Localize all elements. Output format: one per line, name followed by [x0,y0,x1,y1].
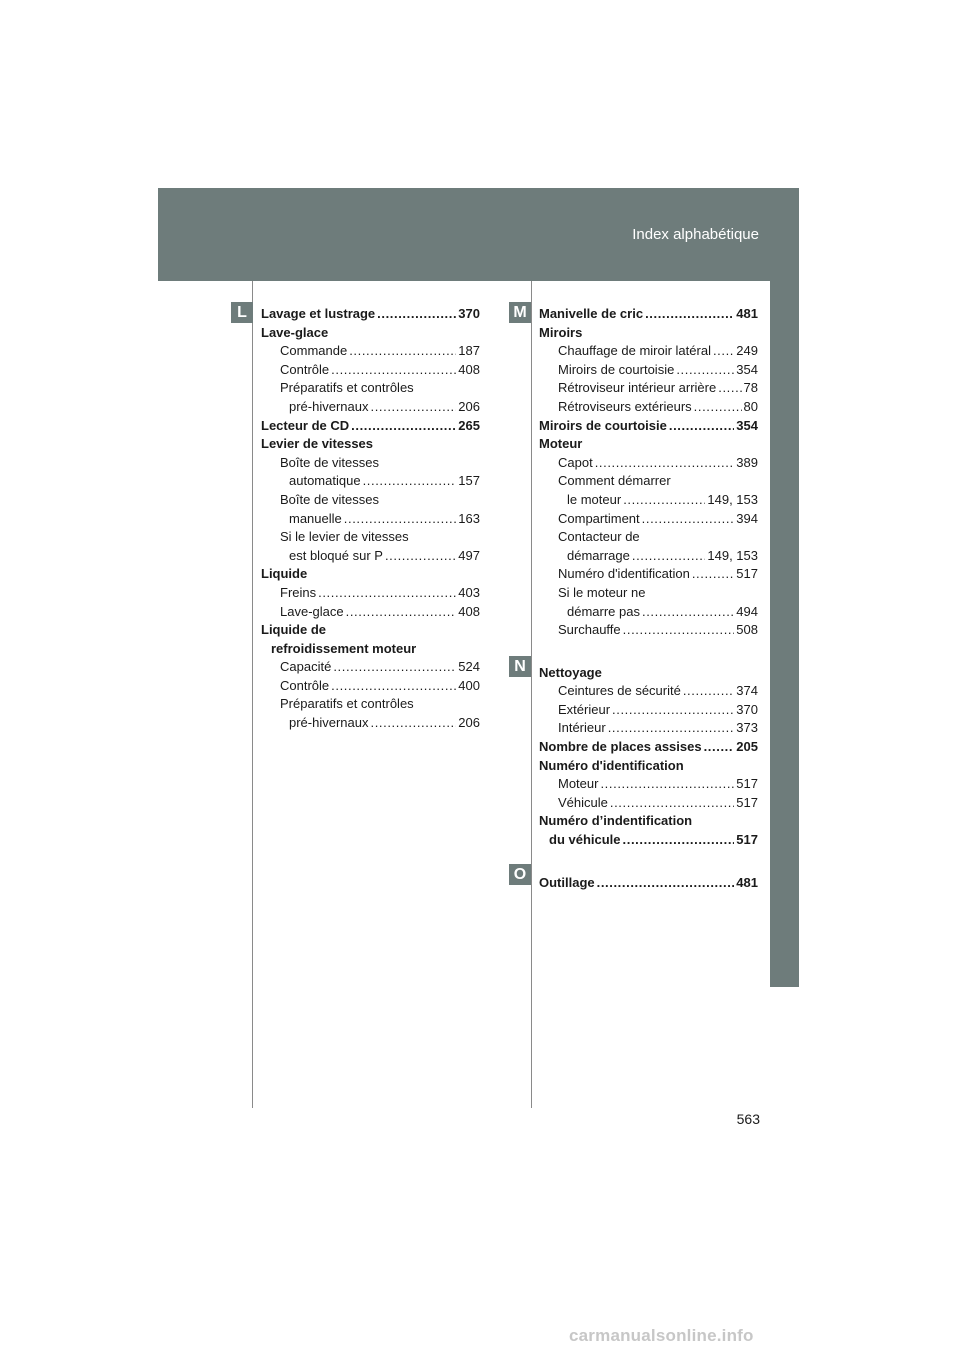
entry-text: Outillage [539,874,595,890]
leader-dots [610,794,734,813]
entry-page: 157 [458,473,480,489]
entry-text: Boîte de vitesses [280,454,379,470]
leader-dots [333,658,456,677]
leader-dots [676,361,734,380]
entry-text: Nettoyage [539,664,602,680]
entry-page: 265 [458,417,480,433]
index-subentry [539,528,758,547]
entry-text: Lave-glace [280,603,344,619]
index-subentry[interactable] [539,379,758,398]
entry-text: le moteur [567,491,622,507]
index-column-mno [539,305,758,892]
entry-text: Miroirs de courtoisie [539,417,667,433]
entry-text: Capacité [280,659,332,675]
entry-page: 394 [736,510,758,526]
index-entry[interactable] [539,738,758,757]
entry-page: 249 [736,343,758,359]
index-entry [539,757,758,776]
index-subentry [261,695,480,714]
entry-page: 374 [736,683,758,699]
leader-dots [642,510,735,529]
entry-text: Liquide de [261,622,326,638]
leader-dots [385,547,456,566]
entry-page: 370 [458,306,480,321]
leader-dots [623,621,735,640]
index-subentry-continued[interactable] [261,398,480,417]
index-subentry-continued[interactable] [261,714,480,733]
entry-text: Commande [280,343,348,359]
entry-page: 354 [736,417,758,433]
index-subentry[interactable] [539,701,758,720]
entry-text: Comment démarrer [558,473,671,489]
entry-page: 149, 153 [707,491,758,507]
entry-page: 508 [736,622,758,638]
section-gap [539,850,758,874]
entry-page: 373 [736,720,758,736]
entry-text: Ceintures de sécurité [558,683,681,699]
index-subentry[interactable] [261,603,480,622]
index-subentry[interactable] [539,454,758,473]
leader-dots [331,677,456,696]
index-subentry [261,379,480,398]
leader-dots [363,472,457,491]
header-band [158,188,799,281]
leader-dots [694,398,742,417]
leader-dots [645,305,734,324]
entry-text: automatique [289,473,361,489]
entry-page: 206 [458,715,480,731]
entry-page: 389 [736,454,758,470]
entry-page: 206 [458,398,480,414]
entry-text: Extérieur [558,701,611,717]
index-subentry-continued[interactable] [539,547,758,566]
index-entry[interactable] [261,305,480,324]
entry-text: Miroirs de courtoisie [558,361,675,377]
entry-text: pré-hivernaux [289,715,369,731]
entry-page: 163 [458,510,480,526]
entry-text: Nombre de places assises [539,739,702,755]
entry-page: 494 [736,603,758,619]
entry-text: Contrôle [280,361,330,377]
page-number: 563 [736,1111,760,1127]
index-entry[interactable] [261,417,480,436]
entry-text: Lave-glace [261,324,329,340]
index-entry [539,664,758,683]
entry-text: Freins [280,584,317,600]
entry-text: Surchauffe [558,622,621,638]
entry-text: Boîte de vitesses [280,491,379,507]
entry-page: 517 [736,794,758,810]
section-title: Index alphabétique [632,226,759,243]
leader-dots [318,584,456,603]
index-subentry-continued[interactable] [261,510,480,529]
index-subentry[interactable] [539,621,758,640]
index-subentry[interactable] [539,565,758,584]
entry-text: démarrage [567,547,630,563]
index-subentry [539,584,758,603]
index-entry-continued [261,640,480,659]
leader-dots [595,454,735,473]
leader-dots [349,342,456,361]
entry-text: pré-hivernaux [289,398,369,414]
leader-dots [600,775,734,794]
entry-page: 80 [743,398,758,414]
index-entry [539,812,758,831]
watermark: carmanualsonline.info [569,1326,754,1345]
entry-page: 517 [736,566,758,582]
index-subentry [261,528,480,547]
index-subentry[interactable] [261,361,480,380]
index-subentry[interactable] [261,342,480,361]
index-entry [539,435,758,454]
entry-page: 149, 153 [707,547,758,563]
index-entry [261,621,480,640]
index-entry-continued[interactable] [539,831,758,850]
index-subentry[interactable] [539,361,758,380]
letter-badge-o: O [509,864,531,885]
letter-badge-n: N [509,656,531,677]
entry-text: Préparatifs et contrôles [280,696,414,712]
leader-dots [608,719,735,738]
entry-page: 481 [736,306,758,321]
index-entry[interactable] [539,417,758,436]
entry-text: Numéro d'identification [558,566,690,582]
index-subentry-continued[interactable] [261,472,480,491]
leader-dots [371,398,457,417]
entry-page: 408 [458,603,480,619]
entry-text: Si le levier de vitesses [280,529,409,545]
index-subentry[interactable] [539,794,758,813]
index-subentry[interactable] [539,775,758,794]
entry-text: Intérieur [558,720,606,736]
entry-text: Miroirs [539,324,583,340]
leader-dots [713,342,734,361]
leader-dots [669,417,734,436]
entry-page: 517 [736,832,758,848]
entry-text: Lecteur de CD [261,417,350,433]
leader-dots [623,831,735,850]
entry-text: refroidissement moteur [271,640,417,656]
entry-text: Numéro d’indentification [539,813,693,829]
entry-page: 517 [736,776,758,792]
leader-dots [597,874,735,893]
index-subentry[interactable] [539,398,758,417]
entry-text: Véhicule [558,794,608,810]
letter-badge-l: L [231,302,253,323]
index-subentry[interactable] [261,677,480,696]
index-subentry[interactable] [261,658,480,677]
index-entry [261,324,480,343]
entry-text: Moteur [558,776,599,792]
entry-text: Rétroviseurs extérieurs [558,398,692,414]
leader-dots [718,379,741,398]
leader-dots [351,417,456,436]
entry-text: Levier de vitesses [261,436,374,452]
entry-text: Préparatifs et contrôles [280,380,414,396]
entry-page: 370 [736,701,758,717]
leader-dots [344,510,457,529]
entry-page: 408 [458,361,480,377]
entry-text: Si le moteur ne [558,584,646,600]
letter-badge-m: M [509,302,531,323]
leader-dots [371,714,457,733]
entry-page: 354 [736,361,758,377]
entry-text: Rétroviseur intérieur arrière [558,380,717,396]
entry-page: 403 [458,584,480,600]
leader-dots [346,603,457,622]
entry-text: Lavage et lustrage [261,306,376,321]
entry-text: démarre pas [567,603,640,619]
entry-text: manuelle [289,510,342,526]
index-subentry[interactable] [539,510,758,529]
leader-dots [612,701,734,720]
index-entry [261,435,480,454]
index-subentry[interactable] [539,682,758,701]
index-subentry-continued[interactable] [539,603,758,622]
index-entry [261,565,480,584]
entry-text: Numéro d'identification [539,757,684,773]
leader-dots [704,738,735,757]
leader-dots [632,547,706,566]
section-tab [770,281,799,987]
index-subentry[interactable] [539,719,758,738]
index-entry[interactable] [539,874,758,893]
entry-page: 78 [743,380,758,396]
index-entry[interactable] [539,305,758,324]
index-subentry [261,491,480,510]
entry-text: Contrôle [280,677,330,693]
leader-dots [642,603,734,622]
entry-text: est bloqué sur P [289,547,383,563]
entry-page: 497 [458,547,480,563]
leader-dots [683,682,734,701]
entry-text: Moteur [539,436,583,452]
entry-page: 205 [736,739,758,755]
index-subentry [539,472,758,491]
column-divider-left [252,281,253,1108]
entry-page: 481 [736,874,758,890]
section-gap [539,640,758,664]
leader-dots [331,361,456,380]
column-divider-middle [531,281,532,1108]
index-subentry-continued[interactable] [261,547,480,566]
entry-text: Compartiment [558,510,640,526]
index-subentry[interactable] [539,342,758,361]
entry-page: 187 [458,343,480,359]
index-subentry [261,454,480,473]
leader-dots [692,565,734,584]
index-entry [539,324,758,343]
entry-page: 524 [458,659,480,675]
entry-text: du véhicule [549,832,621,848]
entry-text: Contacteur de [558,529,640,545]
leader-dots [623,491,705,510]
entry-page: 400 [458,677,480,693]
index-subentry-continued[interactable] [539,491,758,510]
entry-text: Chauffage de miroir latéral [558,343,711,359]
entry-text: Liquide [261,566,308,582]
index-subentry[interactable] [261,584,480,603]
index-column-l [261,305,480,733]
leader-dots [377,305,456,324]
entry-text: Manivelle de cric [539,306,644,321]
entry-text: Capot [558,454,593,470]
